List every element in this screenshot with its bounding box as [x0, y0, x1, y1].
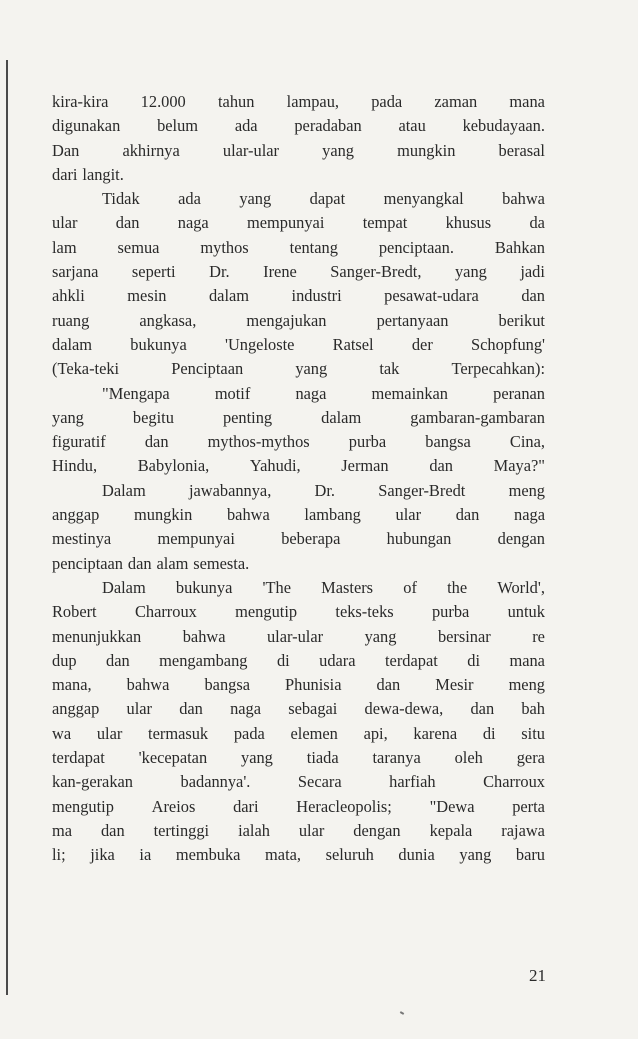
text-line: Tidak ada yang dapat menyangkal bahwa: [102, 189, 545, 209]
text-line: terdapat 'kecepatan yang tiada taranya oleh gera: [52, 748, 545, 768]
text-line: dari langit.: [52, 164, 124, 184]
text-line: mestinya mempunyai beberapa hubungan dengan: [52, 529, 545, 549]
paper-speck: [400, 1011, 404, 1015]
text-line: li; jika ia membuka mata, seluruh dunia yang baru: [52, 845, 545, 865]
text-line: anggap mungkin bahwa lambang ular dan naga: [52, 505, 545, 525]
page-number: 21: [529, 966, 546, 985]
text-line: Robert Charroux mengutip teks-teks purba untuk: [52, 602, 545, 622]
text-line: Hindu, Babylonia, Yahudi, Jerman dan Maya?": [52, 456, 545, 476]
text-line: Dalam jawabannya, Dr. Sanger-Bredt meng: [102, 480, 545, 500]
text-line: ular dan naga mempunyai tempat khusus da: [52, 213, 545, 233]
text-line: mana, bahwa bangsa Phunisia dan Mesir meng: [52, 675, 545, 695]
page-edge-line: [6, 60, 8, 995]
text-line: ruang angkasa, mengajukan pertanyaan berikut: [52, 310, 545, 330]
text-line: kan-gerakan badannya'. Secara harfiah Charroux: [52, 772, 545, 792]
text-line: wa ular termasuk pada elemen api, karena di situ: [52, 723, 545, 743]
text-line: Dan akhirnya ular-ular yang mungkin berasal: [52, 140, 545, 160]
text-line: digunakan belum ada peradaban atau kebudayaan.: [52, 116, 545, 136]
text-line: ahkli mesin dalam industri pesawat-udara dan: [52, 286, 545, 306]
text-line: dalam bukunya 'Ungeloste Ratsel der Schopfung': [52, 334, 545, 354]
text-line: "Mengapa motif naga memainkan peranan: [102, 383, 545, 403]
text-line: lam semua mythos tentang penciptaan. Bahkan: [52, 237, 545, 257]
text-line: Dalam bukunya 'The Masters of the World',: [102, 577, 545, 597]
text-line: kira-kira 12.000 tahun lampau, pada zaman mana: [52, 92, 545, 111]
text-line: sarjana seperti Dr. Irene Sanger-Bredt, yang jadi: [52, 262, 545, 282]
text-line: menunjukkan bahwa ular-ular yang bersinar re: [52, 626, 545, 646]
text-line: yang begitu penting dalam gambaran-gambaran: [52, 407, 545, 427]
text-line: figuratif dan mythos-mythos purba bangsa Cina,: [52, 432, 545, 452]
text-line: mengutip Areios dari Heracleopolis; "Dewa perta: [52, 796, 545, 816]
text-line: anggap ular dan naga sebagai dewa-dewa, dan bah: [52, 699, 545, 719]
body-text: [52, 90, 545, 868]
text-line: ma dan tertinggi ialah ular dengan kepala rajawa: [52, 820, 545, 840]
text-line: penciptaan dan alam semesta.: [52, 553, 250, 573]
text-line: (Teka-teki Penciptaan yang tak Terpecahkan):: [52, 359, 545, 379]
text-line: dup dan mengambang di udara terdapat di mana: [52, 650, 545, 670]
